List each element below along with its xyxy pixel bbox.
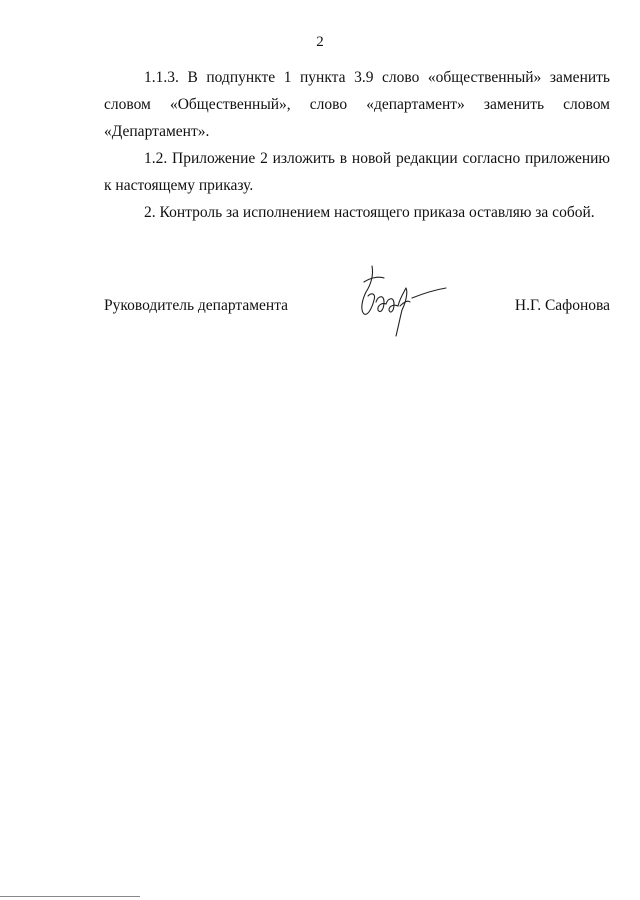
paragraph-2: 2. Контроль за исполнением настоящего приказа оставляю за собой. [144,204,595,221]
paragraph-1-2: 1.2. Приложение 2 изложить в новой редакции согласно приложению к настоящему приказу. [104,150,610,194]
signatory-name: Н.Г. Сафонова [514,297,610,314]
footer-rule [0,896,140,897]
handwritten-signature [350,262,450,338]
paragraph-1-1-3: 1.1.3. В подпункте 1 пункта 3.9 слово «общественный» заменить словом «Общественный», слово «департамент» заменить словом «Департамент». [104,69,610,140]
signatory-position: Руководитель департамента [104,297,289,314]
page-number: 2 [316,34,324,50]
